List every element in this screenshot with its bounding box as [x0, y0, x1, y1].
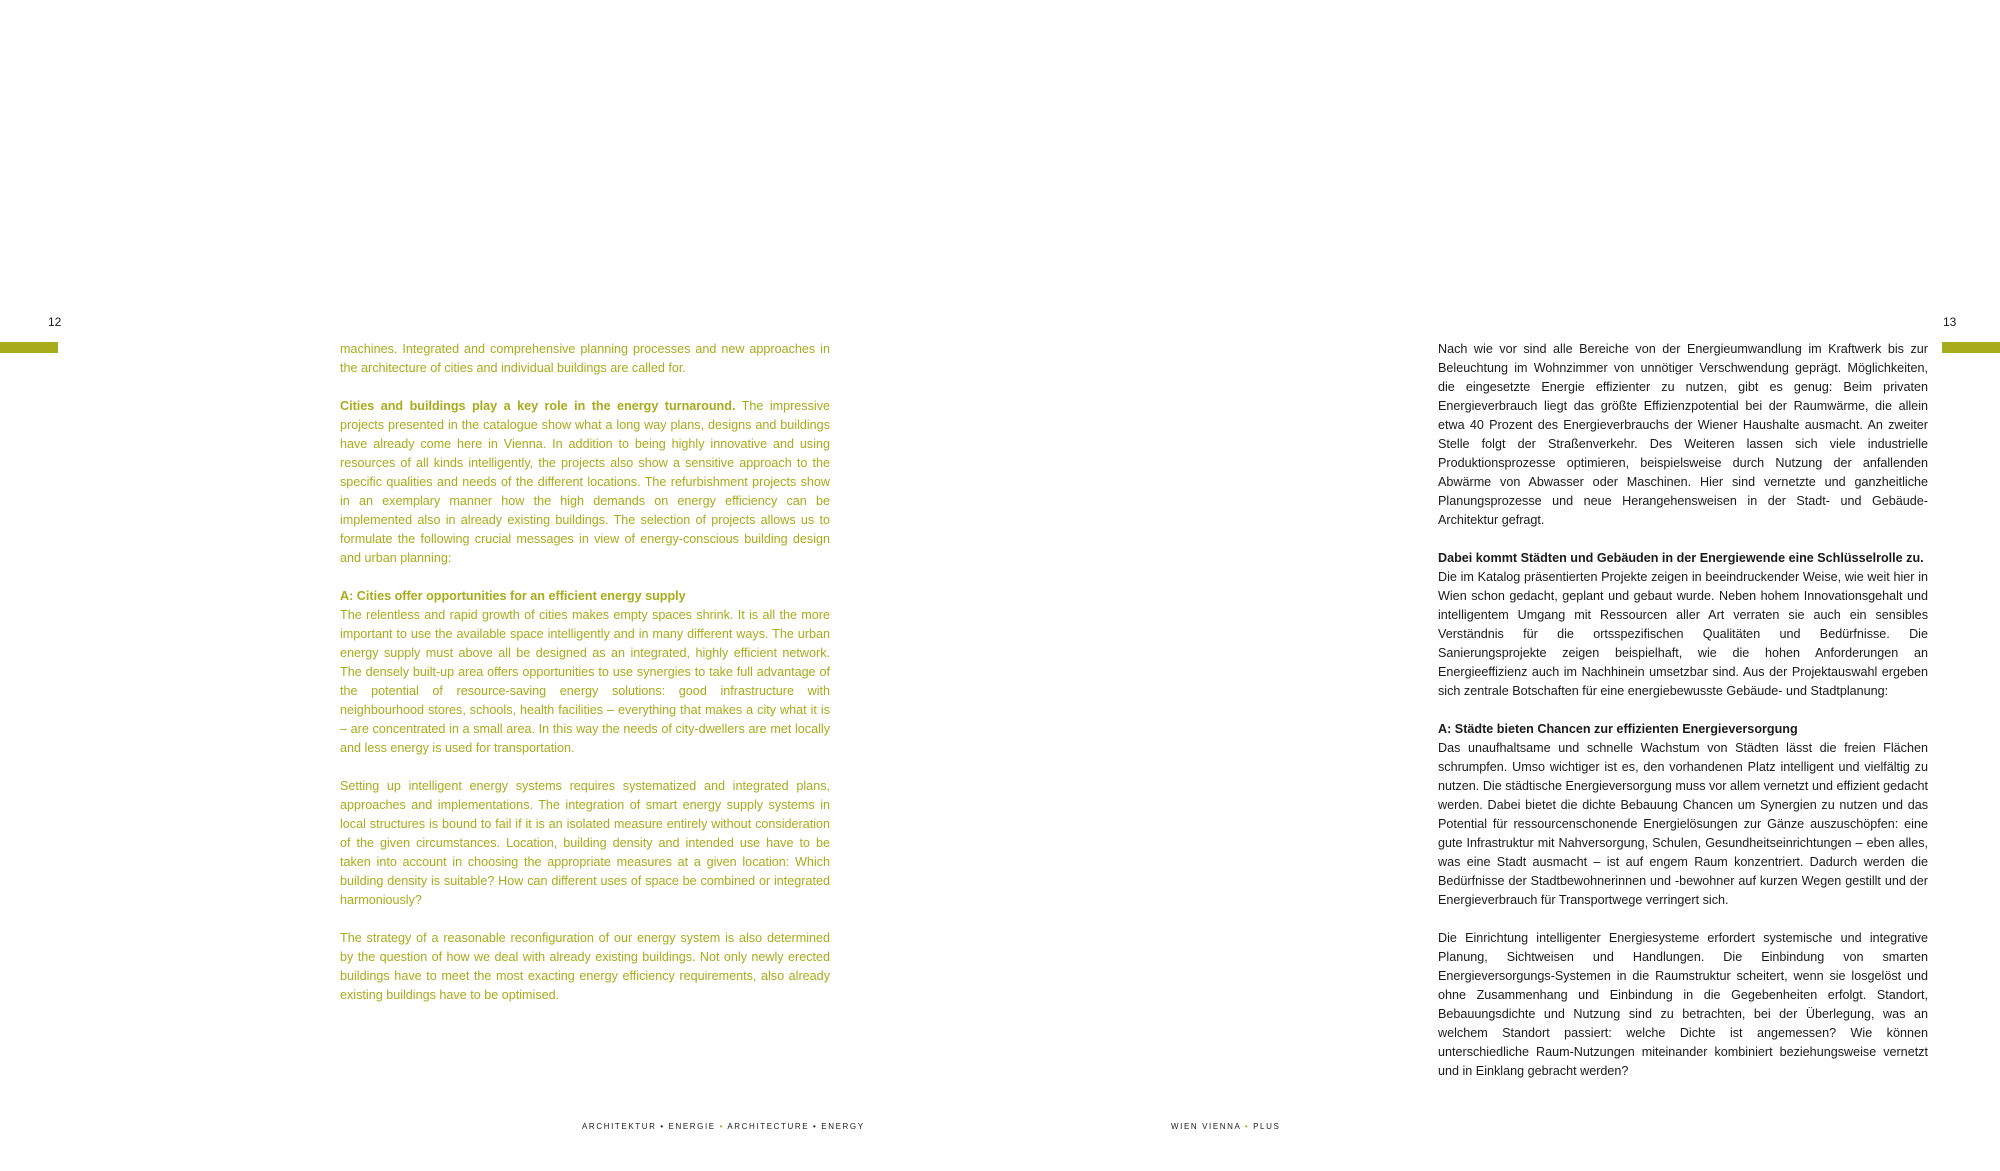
- left-page-number: 12: [48, 315, 62, 329]
- paragraph: Dabei kommt Städten und Gebäuden in der Energiewende eine Schlüsselrolle zu. Die im Katalog präsentierten Projekte zeigen in beeindruckender Weise, wie weit hier in Wien schon gedacht, geplant und gebaut wurde. Neben hohem Innovationsgehalt und intelligentem Umgang mit Ressourcen aller Art verraten sie auch ein sensibles Verständnis für die ortsspezifischen Qualitäten und Bedürfnisse. Die Sanierungsprojekte zeigen beispielhaft, wie die hohen Anforderungen an Energieeffizienz auch im Nachhinein umsetzbar sind. Aus der Projektauswahl ergeben sich zentrale Botschaften für eine energiebewusste Gebäude- und Stadtplanung:: [1438, 551, 1928, 698]
- section-heading: A: Cities offer opportunities for an efficient energy supply: [340, 589, 686, 603]
- paragraph: The strategy of a reasonable reconfiguration of our energy system is also determined by the question of how we deal with already existing buildings. Not only newly erected buildings have to meet the most exacting energy efficiency requirements, also already existing buildings have to be optimised.: [340, 931, 830, 1002]
- paragraph: Die Einrichtung intelligenter Energiesysteme erfordert systemische und integrative Planung, Sichtweisen und Handlungen. Die Einbindung von smarten Energieversorgungs-Systemen in die Raumstruktur scheitert, wenn sie losgelöst und ohne Zusammenhang und Einbindung in die Gegebenheiten erfolgt. Standort, Bebauungsdichte und Nutzung sind zu betrachten, bei der Überlegung, was an welchem Standort passiert: welche Dichte ist angemessen? Wie können unterschiedliche Raum-Nutzungen miteinander kombiniert beziehungsweise vernetzt und in Einklang gebracht werden?: [1438, 931, 1928, 1078]
- paragraph: Setting up intelligent energy systems requires systematized and integrated plans, approaches and implementations. The integration of smart energy supply systems in local structures is bound to fail if it is an isolated measure entirely without consideration of the given circumstances. Location, building density and intended use have to be taken into account in choosing the appropriate measures at a given location: Which building density is suitable? How can different uses of space be combined or integrated harmoniously?: [340, 779, 830, 907]
- left-accent-bar: [0, 342, 58, 353]
- lead-sentence: Dabei kommt Städten und Gebäuden in der Energiewende eine Schlüsselrolle zu.: [1438, 551, 1924, 565]
- paragraph: machines. Integrated and comprehensive planning processes and new approaches in the architecture of cities and individual buildings are called for.: [340, 342, 830, 375]
- paragraph: A: Städte bieten Chancen zur effizienten Energieversorgung Das unaufhaltsame und schnelle Wachstum von Städten lässt die freien Flächen schrumpfen. Umso wichtiger ist es, den vorhandenen Platz intelligent und vielfältig zu nutzen. Die städtische Energieversorgung muss vor allem vernetzt und effizient gedacht werden. Dabei bietet die dichte Bebauung Chancen um Synergien zu nutzen und das Potential für ressourcenschonende Energielösungen zur Gänze auszuschöpfen: eine gute Infrastruktur mit Nahversorgung, Schulen, Gesundheitseinrichtungen – eben alles, was eine Stadt ausmacht – ist auf engem Raum konzentriert. Dadurch werden die Bedürfnisse der Stadtbewohnerinnen und -bewohner auf kurzen Wegen gestillt und der Energieverbrauch für Transportwege verringert sich.: [1438, 722, 1928, 907]
- paragraph: A: Cities offer opportunities for an efficient energy supply The relentless and rapid growth of cities makes empty spaces shrink. It is all the more important to use the available space intelligently and in many different ways. The urban energy supply must above all be designed as an integrated, highly efficient network. The densely built-up area offers opportunities to use synergies to take full advantage of the potential of resource-saving energy solutions: good infrastructure with neighbourhood stores, schools, health facilities – everything that makes a city what it is – are concentrated in a small area. In this way the needs of city-dwellers are met locally and less energy is used for transportation.: [340, 589, 830, 755]
- right-footer: WIEN VIENNA • PLUS: [1171, 1122, 1281, 1131]
- right-page-number: 13: [1943, 315, 1957, 329]
- paragraph: Nach wie vor sind alle Bereiche von der Energieumwandlung im Kraftwerk bis zur Beleuchtung im Wohnzimmer von unnötiger Verschwendung geprägt. Möglichkeiten, die eingesetzte Energie effizienter zu nutzen, gibt es genug: Beim privaten Energieverbrauch liegt das größte Effizienzpotential bei der Raumwärme, die allein etwa 40 Prozent des Energieverbrauchs der Wiener Haushalte ausmacht. An zweiter Stelle folgt der Straßenverkehr. Des Weiteren lassen sich viele industrielle Produktionsprozesse optimieren, beispielsweise durch Nutzung der anfallenden Abwärme von Abwasser oder Maschinen. Hier sind vernetzte und ganzheitliche Planungsprozesse und neue Herangehensweisen in der Stadt- und Gebäude-Architektur gefragt.: [1438, 342, 1928, 527]
- right-text-column: [1438, 340, 1928, 1081]
- paragraph: Cities and buildings play a key role in the energy turnaround. The impressive projects presented in the catalogue show what a long way plans, designs and buildings have already come here in Vienna. In addition to being highly innovative and using resources of all kinds intelligently, the projects also show a sensitive approach to the specific qualities and needs of the different locations. The refurbishment projects show in an exemplary manner how the high demands on energy efficiency can be implemented also in already existing buildings. The selection of projects allows us to formulate the following crucial messages in view of energy-conscious building design and urban planning:: [340, 399, 830, 565]
- lead-sentence: Cities and buildings play a key role in the energy turnaround.: [340, 399, 736, 413]
- left-footer: ARCHITEKTUR • ENERGIE • ARCHITECTURE • ENERGY: [582, 1122, 865, 1131]
- section-heading: A: Städte bieten Chancen zur effizienten Energieversorgung: [1438, 722, 1798, 736]
- left-text-column: [340, 340, 830, 1005]
- right-accent-bar: [1942, 342, 2000, 353]
